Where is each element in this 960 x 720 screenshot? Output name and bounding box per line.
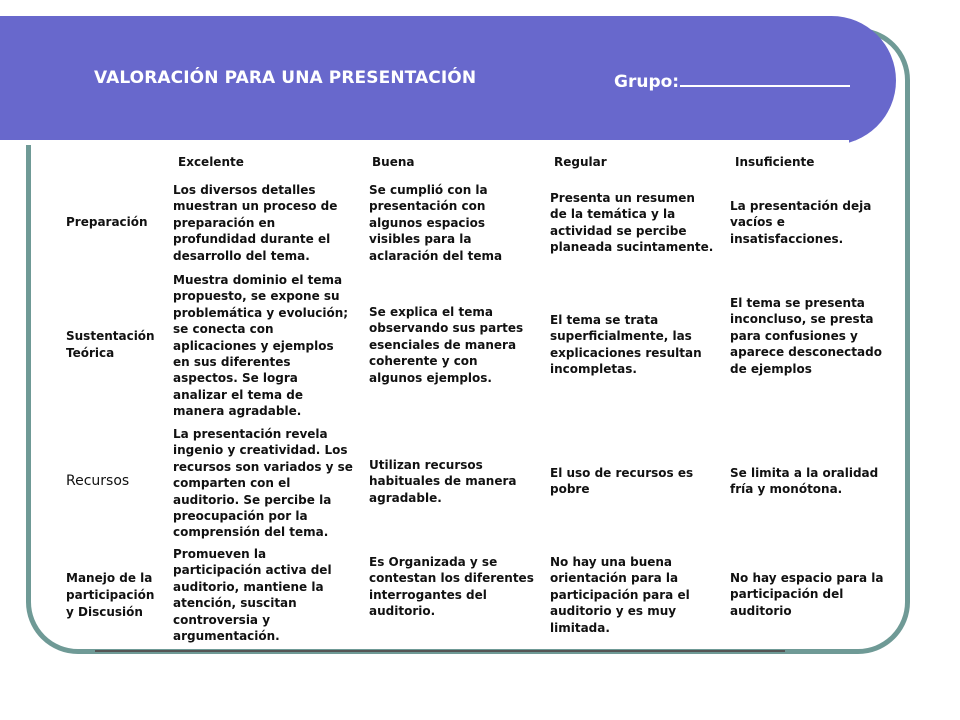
column-header-buena: Buena: [372, 155, 415, 169]
row-label-manejo: Manejo de la participación y Discusión: [66, 571, 155, 619]
table-cell: El uso de recursos es pobre: [550, 466, 694, 497]
bottom-divider: [95, 650, 785, 652]
row-label-recursos: Recursos: [66, 473, 130, 489]
table-cell: El tema se presenta inconcluso, se presta para confusiones y aparece desconectado de ejemplos: [730, 296, 882, 376]
table-cell: Se explica el tema observando sus partes esenciales de manera coherente y con algunos ejemplos.: [369, 305, 524, 385]
table-cell: Muestra dominio el tema propuesto, se expone su problemática y evolución; se conecta con aplicaciones y ejemplos en sus diferentes aspectos. Se logra analizar el tema de manera agradable.: [173, 273, 349, 419]
banner-underline: [0, 140, 849, 145]
table-cell: Se limita a la oralidad fría y monótona.: [730, 466, 879, 497]
table-cell: La presentación deja vacíos e insatisfacciones.: [730, 199, 872, 246]
group-field: [614, 68, 850, 92]
row-label-preparacion: Preparación: [66, 215, 148, 229]
column-header-insuficiente: Insuficiente: [735, 155, 815, 169]
table-cell: Los diversos detalles muestran un proceso de preparación en profundidad durante el desarrollo del tema.: [173, 183, 338, 263]
table-cell: Es Organizada y se contestan los diferentes interrogantes del auditorio.: [369, 555, 534, 619]
table-cell: El tema se trata superficialmente, las explicaciones resultan incompletas.: [550, 313, 702, 377]
table-cell: Promueven la participación activa del auditorio, mantiene la atención, suscitan controversia y argumentación.: [173, 547, 332, 644]
page-title: VALORACIÓN PARA UNA PRESENTACIÓN: [94, 68, 477, 88]
column-header-excelente: Excelente: [178, 155, 244, 169]
row-label-sustentacion: Sustentación Teórica: [66, 329, 155, 360]
table-cell: No hay una buena orientación para la participación para el auditorio y es muy limitada.: [550, 555, 690, 635]
table-cell: Presenta un resumen de la temática y la actividad se percibe planeada sucintamente.: [550, 191, 714, 255]
table-cell: Utilizan recursos habituales de manera agradable.: [369, 458, 517, 505]
table-cell: No hay espacio para la participación del auditorio: [730, 571, 884, 618]
group-blank-line: [680, 68, 850, 87]
group-label: Grupo:: [614, 72, 680, 92]
table-cell: La presentación revela ingenio y creatividad. Los recursos son variados y se comparten con el auditorio. Se percibe la preocupación por la comprensión del tema.: [173, 427, 353, 540]
column-header-regular: Regular: [554, 155, 607, 169]
table-cell: Se cumplió con la presentación con algunos espacios visibles para la aclaración del tema: [369, 183, 503, 263]
